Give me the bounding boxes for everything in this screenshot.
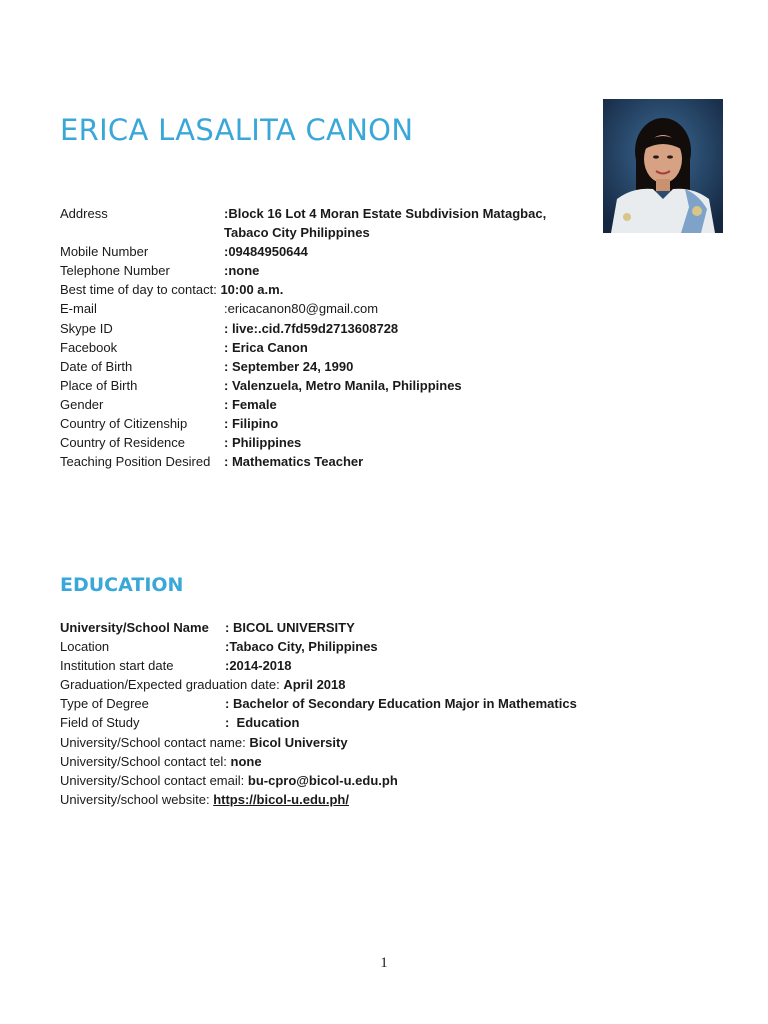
facebook-label: Facebook [60,339,118,355]
email-row [60,299,720,318]
telephone-value: :none [224,263,260,279]
birth-place-label: Place of Birth [60,377,138,393]
address-value-line2: Tabaco City Philippines [224,225,370,241]
degree-label: Type of Degree [60,696,149,712]
field-of-study-value: : Education [225,715,300,731]
mobile-label: Mobile Number [60,244,149,260]
page-number: 1 [380,955,388,971]
position-label: Teaching Position Desired [60,454,211,470]
contact-email-value: bu-cpro@bicol-u.edu.ph [247,772,398,788]
start-date-label: Institution start date [60,658,174,674]
location-row [60,637,720,656]
website-link[interactable]: https://bicol-u.edu.ph/ [213,791,349,807]
contact-tel-value: none [230,753,262,769]
graduation-date-label: Graduation/Expected graduation date: [60,677,280,693]
applicant-name: ERICA LASALITA CANON [60,113,414,147]
contact-tel-row [60,752,720,771]
mobile-value: :09484950644 [224,244,308,260]
address-continued-row [60,223,720,242]
facebook-row [60,338,720,357]
residence-value: : Philippines [224,435,302,451]
start-date-value: :2014-2018 [225,658,292,674]
skype-value: : live:.cid.7fd59d2713608728 [224,320,399,336]
website-label: University/school website: [60,791,210,807]
website-row [60,790,720,809]
email-value: :ericacanon80@gmail.com [224,301,379,317]
school-name-label: University/School Name [60,620,209,635]
citizenship-row [60,414,720,433]
graduation-date-row [60,675,720,694]
skype-label: Skype ID [60,320,113,336]
address-row [60,204,720,223]
telephone-label: Telephone Number [60,263,170,279]
school-name-row [60,618,720,637]
birth-place-row [60,376,720,395]
address-label: Address [60,206,108,221]
field-of-study-row [60,713,720,732]
gender-label: Gender [60,396,104,412]
position-value: : Mathematics Teacher [224,454,364,470]
location-value: :Tabaco City, Philippines [225,639,378,655]
personal-info [60,204,720,471]
birth-date-value: : September 24, 1990 [224,358,354,374]
contact-time-row [60,280,720,299]
contact-time-label: Best time of day to contact: [60,282,217,298]
education-heading: EDUCATION [60,574,184,596]
email-label: E-mail [60,301,97,317]
degree-value: : Bachelor of Secondary Education Major in Mathematics [225,696,577,712]
facebook-value: : Erica Canon [224,339,308,355]
mobile-row [60,242,720,261]
contact-time-value: 10:00 a.m. [220,282,284,298]
telephone-row [60,261,720,280]
gender-row [60,395,720,414]
location-label: Location [60,639,110,655]
school-name-value: : BICOL UNIVERSITY [225,620,355,635]
residence-row [60,433,720,452]
contact-name-value: Bicol University [249,734,348,750]
birth-place-value: : Valenzuela, Metro Manila, Philippines [224,377,462,393]
birth-date-label: Date of Birth [60,358,133,374]
field-of-study-label: Field of Study [60,715,140,731]
contact-email-label: University/School contact email: [60,772,245,788]
address-value: :Block 16 Lot 4 Moran Estate Subdivision Matagbac, [224,206,547,221]
citizenship-value: : Filipino [224,416,279,432]
graduation-date-value: April 2018 [283,677,346,693]
skype-row [60,319,720,338]
contact-name-label: University/School contact name: [60,734,246,750]
contact-name-row [60,733,720,752]
gender-value: : Female [224,396,277,412]
degree-row [60,694,720,713]
education-info [60,618,720,809]
position-row [60,452,720,471]
contact-email-row [60,771,720,790]
residence-label: Country of Residence [60,435,186,451]
birth-date-row [60,357,720,376]
start-date-row [60,656,720,675]
citizenship-label: Country of Citizenship [60,416,188,432]
contact-tel-label: University/School contact tel: [60,753,227,769]
